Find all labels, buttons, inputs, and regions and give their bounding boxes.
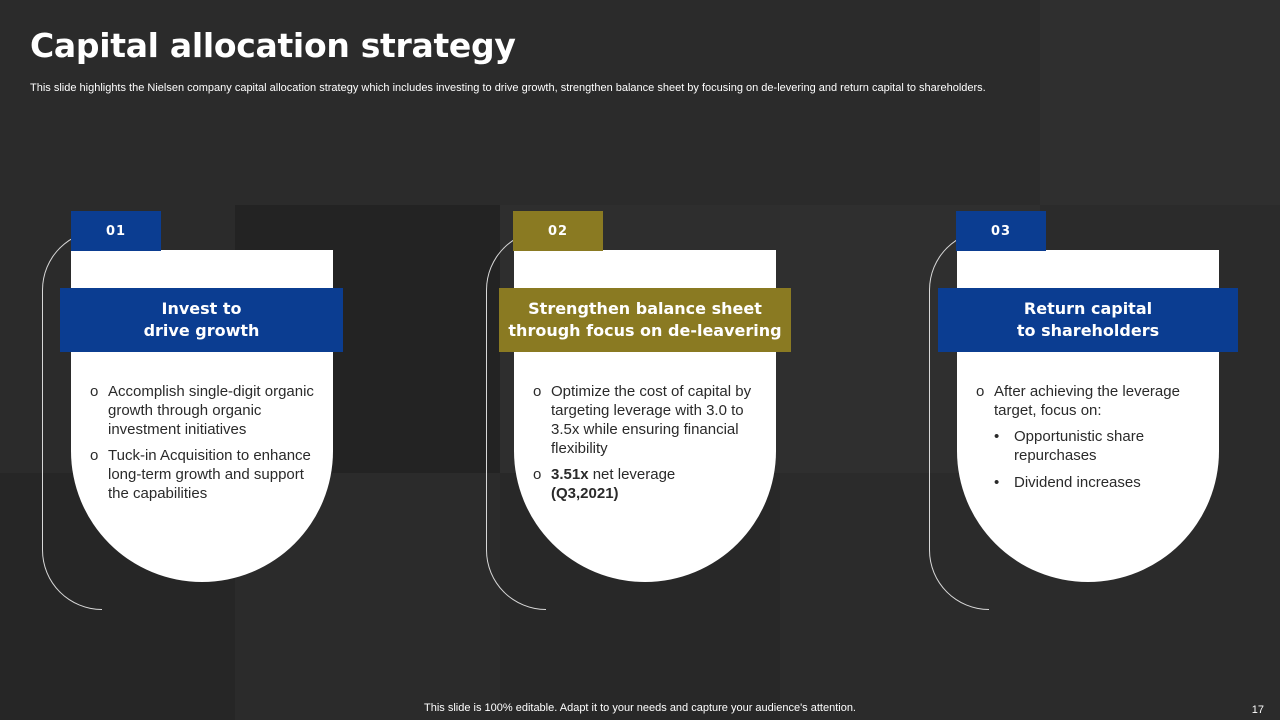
card-heading-line2: to shareholders <box>1016 321 1160 340</box>
list-item <box>976 382 1208 420</box>
circle-bullet-icon: o <box>90 447 99 464</box>
bullet-bold-value: 3.51x <box>551 466 589 483</box>
card-heading-line1: Return capital <box>1023 299 1153 318</box>
dot-bullet-icon: • <box>994 474 1000 491</box>
bullet-text: Optimize the cost of capital by targeting leverage with 3.0 to 3.5x while ensuring financial flexibility <box>551 383 752 457</box>
background-tile <box>1040 0 1280 205</box>
list-item <box>90 382 322 439</box>
bullet-text: net leverage <box>588 466 676 483</box>
list-item <box>533 465 755 503</box>
card-heading-banner <box>60 288 343 352</box>
dot-bullet-icon: • <box>994 428 1000 445</box>
circle-bullet-icon: o <box>533 466 542 483</box>
list-item <box>90 446 322 503</box>
page-number: 17 <box>1251 704 1264 716</box>
bullet-text: Dividend increases <box>1014 474 1141 491</box>
card-number: 01 <box>105 223 127 239</box>
card-heading-banner <box>499 288 791 352</box>
circle-bullet-icon: o <box>90 383 99 400</box>
circle-bullet-icon: o <box>533 383 542 400</box>
bullet-bold-period: (Q3,2021) <box>551 485 619 502</box>
sub-list-item <box>976 473 1208 492</box>
slide-subtitle: This slide highlights the Nielsen company capital allocation strategy which includes investing to drive growth, strengthen balance sheet by focusing on de-levering and return capital to shareholders. <box>30 82 986 94</box>
bullet-text: After achieving the leverage target, focus on: <box>994 383 1180 419</box>
card-heading-line1: Invest to <box>161 299 242 318</box>
card-heading-banner <box>938 288 1238 352</box>
slide-footer: This slide is 100% editable. Adapt it to your needs and capture your audience's attention. <box>424 702 856 714</box>
bullet-text: Opportunistic share repurchases <box>1014 428 1145 464</box>
card-number-tab <box>513 211 603 251</box>
circle-bullet-icon: o <box>976 383 985 400</box>
bullet-text: Accomplish single-digit organic growth through organic investment initiatives <box>108 383 314 438</box>
card-number-tab <box>71 211 161 251</box>
card-bullets <box>976 382 1208 500</box>
card-number: 02 <box>547 223 569 239</box>
card-bullets <box>533 382 755 510</box>
card-heading-line1: Strengthen balance sheet <box>528 299 762 318</box>
card-heading-line2: drive growth <box>143 321 260 340</box>
bullet-text: Tuck-in Acquisition to enhance long-term growth and support the capabilities <box>108 447 311 502</box>
list-item <box>533 382 755 458</box>
card-number: 03 <box>990 223 1012 239</box>
sub-list-item <box>976 427 1208 465</box>
card-bullets <box>90 382 322 510</box>
slide-title: Capital allocation strategy <box>30 26 516 65</box>
card-heading-line2: through focus on de-leavering <box>508 321 782 340</box>
card-number-tab <box>956 211 1046 251</box>
